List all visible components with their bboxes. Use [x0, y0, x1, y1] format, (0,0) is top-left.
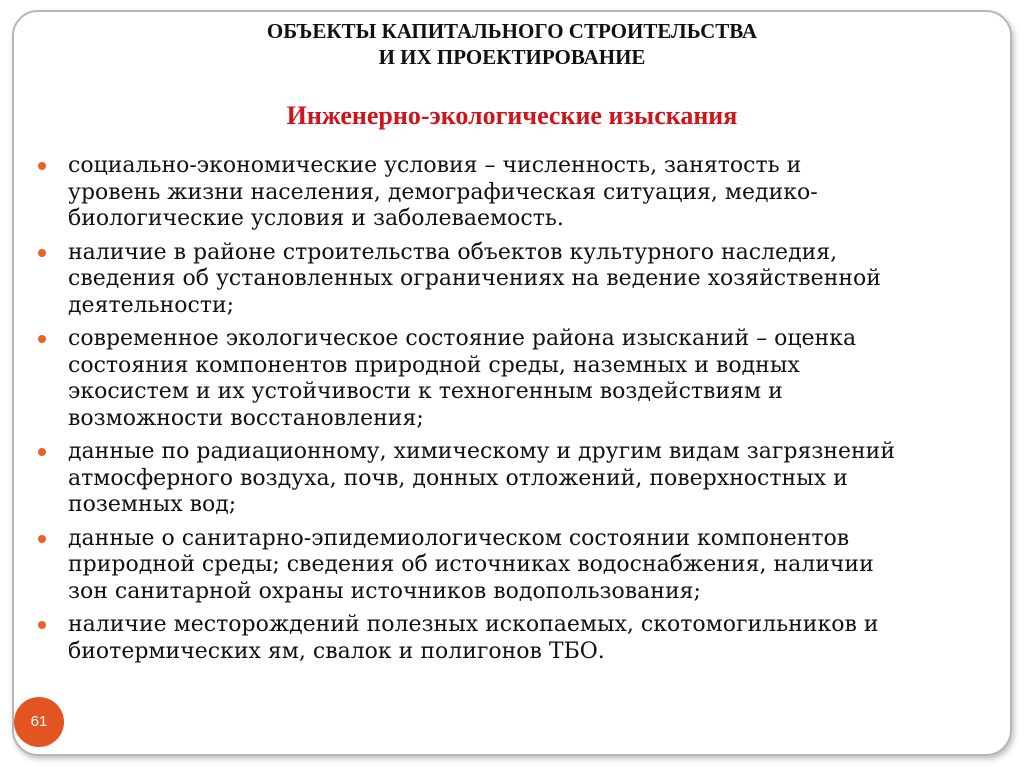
- list-item-line: наличие месторождений полезных ископаемых, скотомогильников и: [68, 612, 879, 637]
- list-item-line: зон санитарной охраны источников водопользования;: [68, 578, 701, 604]
- list-item-line: атмосферного воздуха, почв, донных отложений, поверхностных и: [68, 465, 848, 491]
- list-item: [38, 526, 988, 606]
- list-item-line: данные по радиационному, химическому и другим видам загрязнений: [68, 439, 895, 464]
- list-item-line: уровень жизни населения, демографическая ситуация, медико-: [68, 179, 818, 205]
- list-item: [38, 153, 988, 233]
- list-item-line: сведения об установленных ограничениях на ведение хозяйственной: [68, 266, 881, 291]
- list-item: [38, 439, 988, 519]
- list-item: [38, 326, 988, 432]
- list-item-line: поземных вод;: [68, 492, 237, 517]
- page-number-badge: 61: [14, 697, 64, 747]
- title-block: [0, 18, 1024, 70]
- list-item-line: наличие в районе строительства объектов культурного наследия,: [68, 239, 838, 265]
- bullet-dot-icon: [38, 448, 46, 456]
- list-item-line: биологические условия и заболеваемость.: [68, 206, 564, 231]
- list-item-line: возможности восстановления;: [68, 405, 424, 431]
- list-item: [38, 240, 988, 320]
- bullet-dot-icon: [38, 249, 46, 257]
- list-item-line: социально-экономические условия – численность, занятость и: [68, 153, 802, 178]
- bullet-dot-icon: [38, 621, 46, 629]
- list-item-line: природной среды; сведения об источниках водоснабжения, наличии: [68, 552, 874, 577]
- bullet-dot-icon: [38, 535, 46, 543]
- list-item-line: экосистем и их устойчивости к техногенным воздействиям и: [68, 379, 783, 404]
- bullet-dot-icon: [38, 335, 46, 343]
- list-item-line: деятельности;: [68, 292, 235, 318]
- list-item-line: современное экологическое состояние района изысканий – оценка: [68, 326, 857, 351]
- bullet-list: [38, 153, 988, 672]
- list-item-line: данные о санитарно-эпидемиологическом состоянии компонентов: [68, 525, 850, 551]
- page-title-line-1: ОБЪЕКТЫ КАПИТАЛЬНОГО СТРОИТЕЛЬСТВА: [266, 19, 758, 43]
- list-item: [38, 612, 988, 665]
- list-item-line: состояния компонентов природной среды, наземных и водных: [68, 352, 800, 378]
- section-subtitle: Инженерно-экологические изыскания: [286, 101, 738, 130]
- bullet-dot-icon: [38, 162, 46, 170]
- list-item-line: биотермических ям, свалок и полигонов ТБО.: [68, 638, 605, 664]
- page-title-line-2: И ИХ ПРОЕКТИРОВАНИЕ: [378, 45, 646, 69]
